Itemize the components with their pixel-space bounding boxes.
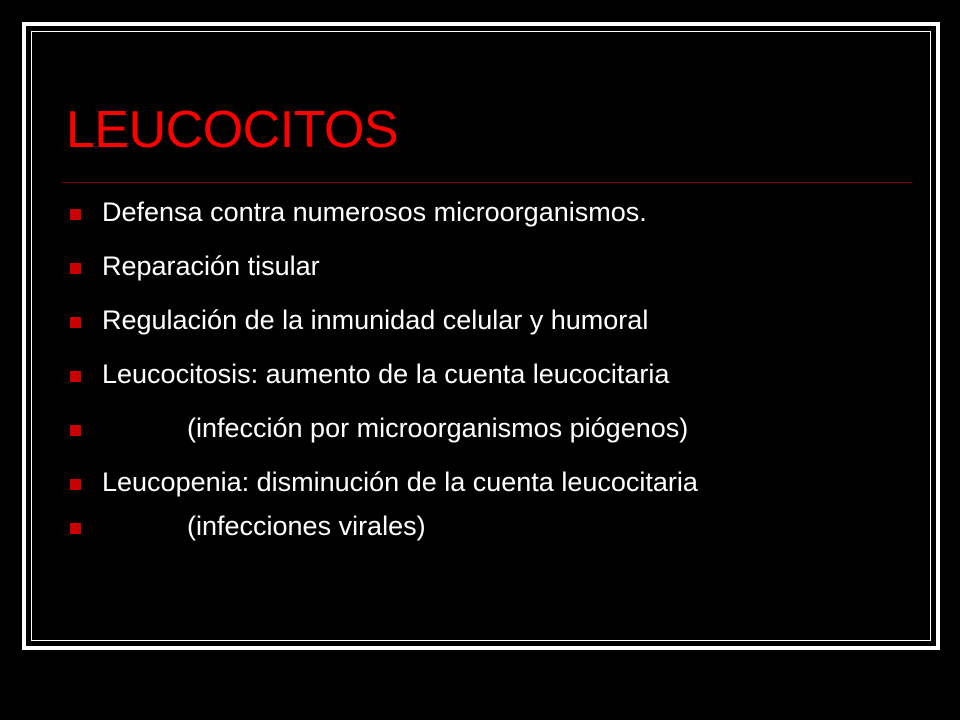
- bullet-item-leucopenia-note: [0, 510, 862, 542]
- slide-title: LEUCOCITOS: [66, 101, 399, 159]
- bullet-list: [0, 196, 960, 564]
- bullet-item-leucocitosis: [0, 358, 862, 390]
- bullet-text: Defensa contra numerosos microorganismos.: [102, 197, 647, 227]
- bullet-item-defensa: [0, 196, 862, 228]
- bullet-item-reparacion: [0, 250, 862, 282]
- bullet-text: Reparación tisular: [102, 251, 320, 281]
- square-bullet-icon: [70, 263, 81, 274]
- bullet-text: Leucocitosis: aumento de la cuenta leucocitaria: [102, 359, 670, 389]
- bullet-text: Regulación de la inmunidad celular y humoral: [102, 305, 649, 335]
- square-bullet-icon: [70, 209, 81, 220]
- square-bullet-icon: [70, 425, 81, 436]
- bullet-text: (infección por microorganismos piógenos): [187, 413, 689, 443]
- bullet-item-leucopenia: [0, 466, 862, 498]
- bullet-text: (infecciones virales): [187, 511, 426, 541]
- square-bullet-icon: [70, 523, 81, 534]
- square-bullet-icon: [70, 317, 81, 328]
- square-bullet-icon: [70, 371, 81, 382]
- bullet-item-leucocitosis-note: [0, 412, 862, 444]
- title-divider: [62, 182, 912, 183]
- bullet-item-regulacion: [0, 304, 862, 336]
- bullet-text: Leucopenia: disminución de la cuenta leucocitaria: [102, 467, 698, 497]
- square-bullet-icon: [70, 479, 81, 490]
